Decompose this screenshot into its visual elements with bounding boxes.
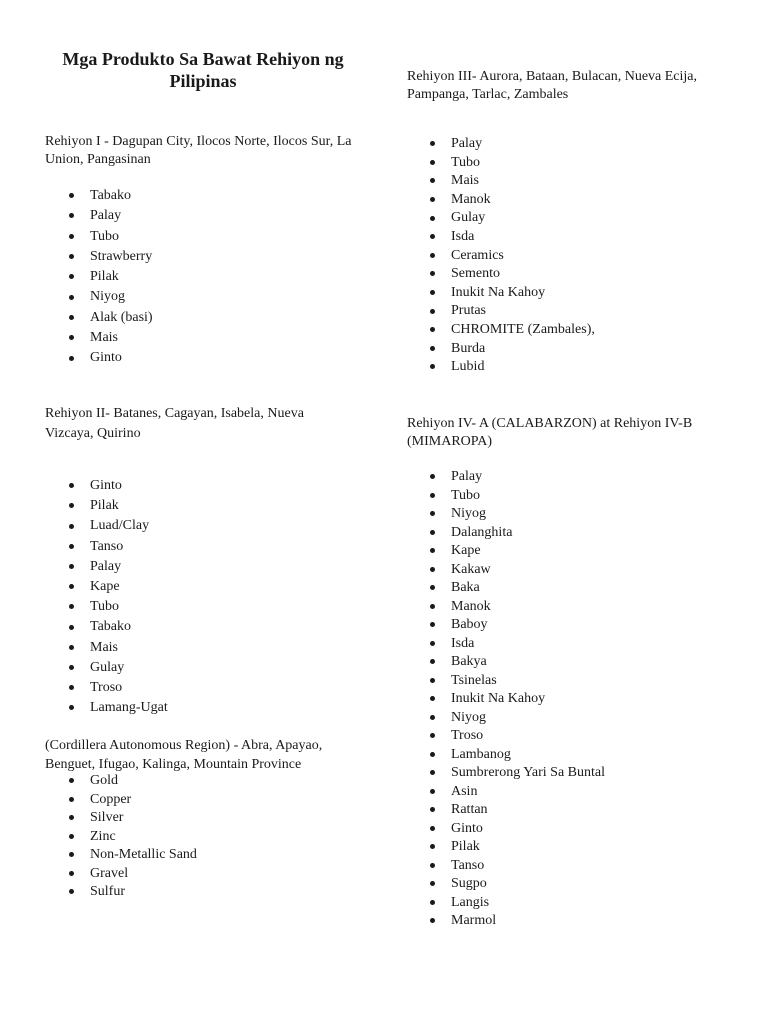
list-item: Prutas [406, 302, 746, 321]
list-item: Dalanghita [406, 524, 746, 543]
list-item: Palay [45, 206, 365, 226]
list-item: Pilak [406, 838, 746, 857]
list-item: Tubo [45, 227, 365, 247]
list-item: Kakaw [406, 561, 746, 580]
list-item: Kape [45, 577, 365, 597]
list-item: Silver [45, 809, 365, 828]
list-item: Asin [406, 783, 746, 802]
list-item: Ceramics [406, 247, 746, 266]
list-item: Gold [45, 772, 365, 791]
list-item: Tsinelas [406, 672, 746, 691]
list-item: CHROMITE (Zambales), [406, 321, 746, 340]
list-item: Palay [406, 135, 746, 154]
list-item: Lubid [406, 358, 746, 377]
list-item: Isda [406, 228, 746, 247]
region-1-product-list [45, 186, 365, 369]
list-item: Sugpo [406, 875, 746, 894]
list-item: Baka [406, 579, 746, 598]
list-item: Mais [406, 172, 746, 191]
list-item: Gulay [45, 658, 365, 678]
region-3-product-list [406, 135, 746, 377]
list-item: Tubo [406, 154, 746, 173]
list-item: Tabako [45, 617, 365, 637]
region-2-heading: Rehiyon II- Batanes, Cagayan, Isabela, Nueva Vizcaya, Quirino [45, 406, 304, 441]
list-item: Kape [406, 542, 746, 561]
list-item: Tubo [45, 597, 365, 617]
list-item: Burda [406, 340, 746, 359]
car-product-list [45, 772, 365, 902]
list-item: Inukit Na Kahoy [406, 690, 746, 709]
list-item: Niyog [45, 287, 365, 307]
list-item: Ginto [45, 476, 365, 496]
list-item: Niyog [406, 709, 746, 728]
list-item: Manok [406, 598, 746, 617]
list-item: Semento [406, 265, 746, 284]
region-2-product-list [45, 476, 365, 718]
list-item: Palay [406, 468, 746, 487]
region-1-heading: Rehiyon I - Dagupan City, Ilocos Norte, Ilocos Sur, La Union, Pangasinan [45, 134, 352, 167]
list-item: Rattan [406, 801, 746, 820]
list-item: Pilak [45, 496, 365, 516]
list-item: Niyog [406, 505, 746, 524]
list-item: Pilak [45, 267, 365, 287]
list-item: Tubo [406, 487, 746, 506]
list-item: Lamang-Ugat [45, 698, 365, 718]
list-item: Alak (basi) [45, 308, 365, 328]
list-item: Langis [406, 894, 746, 913]
list-item: Gravel [45, 865, 365, 884]
list-item: Zinc [45, 828, 365, 847]
list-item: Lambanog [406, 746, 746, 765]
car-heading: (Cordillera Autonomous Region) - Abra, Apayao, Benguet, Ifugao, Kalinga, Mountain Province [45, 738, 323, 772]
list-item: Sulfur [45, 883, 365, 902]
document-title: Mga Produkto Sa Bawat Rehiyon ng Pilipinas [62, 49, 344, 91]
list-item: Gulay [406, 209, 746, 228]
region-3-heading: Rehiyon III- Aurora, Bataan, Bulacan, Nueva Ecija, Pampanga, Tarlac, Zambales [407, 69, 698, 102]
list-item: Luad/Clay [45, 516, 365, 536]
list-item: Ginto [406, 820, 746, 839]
list-item: Tanso [45, 537, 365, 557]
list-item: Isda [406, 635, 746, 654]
list-item: Troso [45, 678, 365, 698]
list-item: Inukit Na Kahoy [406, 284, 746, 303]
list-item: Bakya [406, 653, 746, 672]
list-item: Mais [45, 328, 365, 348]
list-item: Baboy [406, 616, 746, 635]
list-item: Tabako [45, 186, 365, 206]
list-item: Manok [406, 191, 746, 210]
list-item: Copper [45, 791, 365, 810]
list-item: Ginto [45, 348, 365, 368]
region-4-product-list [406, 468, 746, 931]
list-item: Palay [45, 557, 365, 577]
list-item: Non-Metallic Sand [45, 846, 365, 865]
list-item: Tanso [406, 857, 746, 876]
list-item: Mais [45, 638, 365, 658]
region-4-heading: Rehiyon IV- A (CALABARZON) at Rehiyon IV-B (MIMAROPA) [407, 416, 693, 449]
list-item: Sumbrerong Yari Sa Buntal [406, 764, 746, 783]
list-item: Strawberry [45, 247, 365, 267]
list-item: Troso [406, 727, 746, 746]
list-item: Marmol [406, 912, 746, 931]
